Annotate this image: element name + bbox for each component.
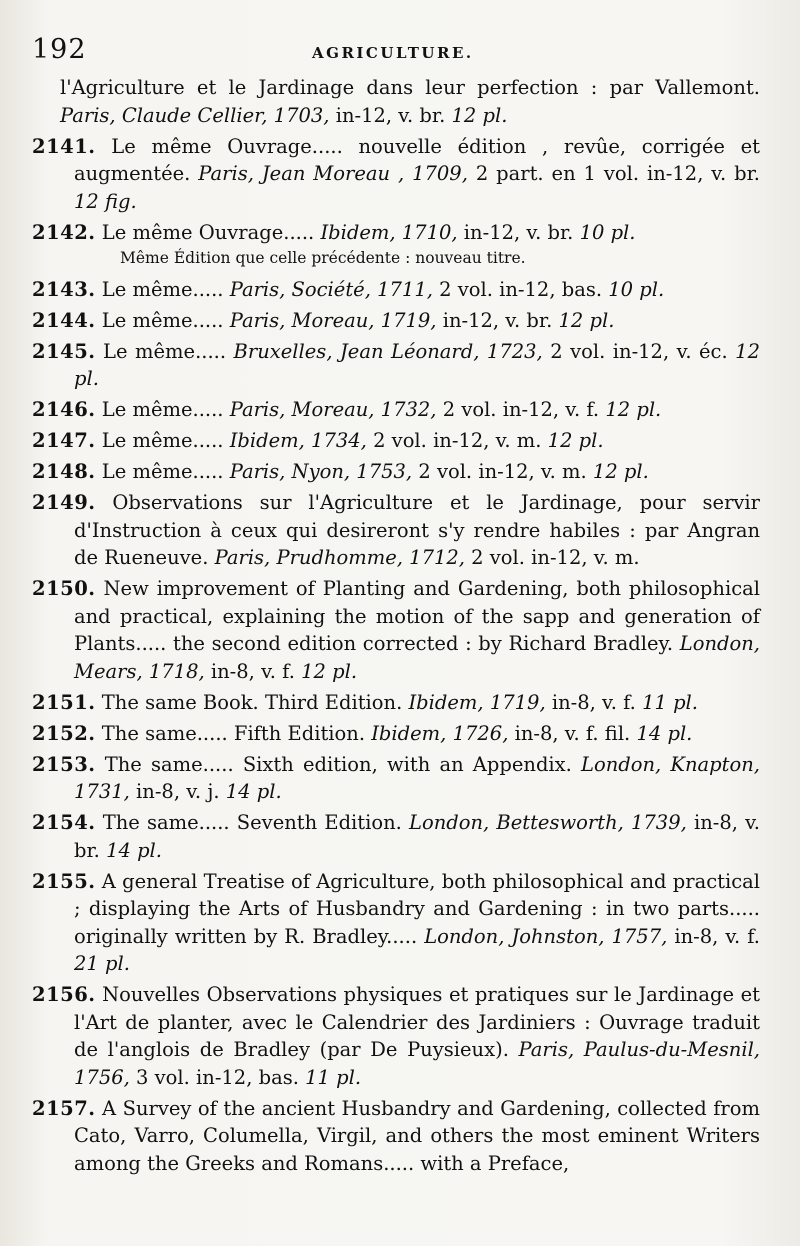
- entry-imprint: Paris, Jean Moreau , 1709,: [198, 162, 468, 185]
- entry-imprint: London, Bettesworth, 1739,: [409, 811, 687, 834]
- page-header: [32, 34, 760, 74]
- entry-plates: 12 pl.: [301, 659, 358, 683]
- entry-format: 2 vol. in-12, v. f.: [436, 398, 606, 421]
- entry-title: The same..... Seventh Edition.: [95, 811, 410, 834]
- entry-number: 2145.: [32, 339, 96, 363]
- entry-title: The same..... Sixth edition, with an Appendix.: [95, 752, 582, 776]
- entry-title: A Survey of the ancient Husbandry and Gardening, collected from Cato, Varro, Columella, Virgil, and others the most eminent Writers among the Greeks and Romans..... with a Preface,: [74, 1096, 760, 1175]
- entry-imprint: Paris, Moreau, 1719,: [229, 308, 437, 332]
- entry-title: l'Agriculture et le Jardinage dans leur perfection : par Vallemont.: [60, 76, 760, 99]
- entry-imprint: Ibidem, 1710,: [320, 220, 458, 244]
- entry-number: 2149.: [32, 491, 96, 514]
- entry-title: Le même Ouvrage.....: [95, 220, 321, 244]
- entry-title: A general Treatise of Agriculture, both philosophical and practical ; displaying the Arts of Husbandry and Gardening : in two parts..... originally written by R. Bradley.....: [74, 869, 760, 948]
- entry-number: 2142.: [32, 220, 96, 244]
- entry-imprint: Paris, Moreau, 1732,: [229, 398, 437, 421]
- entry-note: Même Édition que celle précédente : nouveau titre.: [120, 248, 526, 267]
- catalogue-entry: [32, 809, 760, 864]
- entry-title: The same..... Fifth Edition.: [95, 721, 372, 745]
- entry-number: 2144.: [32, 308, 96, 332]
- entry-format: 3 vol. in-12, bas.: [129, 1065, 306, 1089]
- entry-plates: 12 pl.: [605, 398, 662, 421]
- entry-plates: 12 pl.: [74, 339, 760, 390]
- entry-imprint: Bruxelles, Jean Léonard, 1723,: [233, 339, 543, 363]
- entry-number: 2155.: [32, 869, 96, 893]
- catalogue-entry: [32, 489, 760, 572]
- entry-imprint: Paris, Paulus-du-Mesnil, 1756,: [74, 1038, 761, 1089]
- entry-imprint: Ibidem, 1719,: [408, 690, 546, 714]
- entry-format: in-8, v. br.: [74, 811, 761, 862]
- entry-format: 2 part. en 1 vol. in-12, v. br.: [467, 162, 760, 185]
- catalogue-entry: [32, 1095, 760, 1178]
- entry-plates: 11 pl.: [305, 1065, 362, 1089]
- entry-number: 2156.: [32, 983, 96, 1006]
- entry-format: in-8, v. f.: [667, 924, 760, 948]
- catalogue-entry: [32, 458, 760, 486]
- entry-number: 2151.: [32, 690, 96, 714]
- entry-plates: 21 pl.: [74, 952, 130, 975]
- entry-format: in-8, v. f. fil.: [508, 721, 637, 745]
- entry-imprint: Paris, Prudhomme, 1712,: [214, 546, 465, 569]
- entry-imprint: London, Knapton, 1731,: [74, 752, 760, 803]
- entry-imprint: London, Johnston, 1757,: [424, 924, 668, 948]
- entry-number: 2147.: [32, 429, 96, 452]
- entry-title: Le même.....: [95, 277, 230, 301]
- entry-number: 2154.: [32, 811, 96, 834]
- catalogue-entry: [32, 575, 760, 685]
- entry-number: 2150.: [32, 577, 96, 600]
- entry-title: Nouvelles Observations physiques et pratiques sur le Jardinage et l'Art de planter, avec le Calendrier des Jardiniers : Ouvrage traduit de l'anglois de Bradley (par De Puysieux).: [74, 983, 760, 1061]
- entry-format: 2 vol. in-12, v. éc.: [542, 339, 736, 363]
- entry-plates: 10 pl.: [579, 220, 636, 244]
- entry-title: Observations sur l'Agriculture et le Jardinage, pour servir d'Instruction à ceux qui desireront s'y rendre habiles : par Angran de Rueneuve.: [74, 491, 760, 569]
- entry-title: Le même.....: [95, 339, 234, 363]
- entry-format: in-8, v. f.: [545, 690, 643, 714]
- catalogue-entry: [32, 338, 760, 393]
- catalogue-entry: [32, 219, 760, 247]
- entry-title: Le même.....: [95, 398, 230, 421]
- entry-number: 2152.: [32, 721, 96, 745]
- entry-imprint: Paris, Nyon, 1753,: [229, 460, 413, 483]
- entry-number: 2141.: [32, 134, 96, 158]
- catalogue-entry: [32, 396, 760, 424]
- entry-imprint: Ibidem, 1734,: [229, 429, 367, 452]
- entry-plates: 12 pl.: [592, 460, 649, 483]
- catalogue-entry: [32, 307, 760, 335]
- entry-imprint: Paris, Claude Cellier, 1703,: [60, 103, 330, 127]
- entry-number: 2143.: [32, 277, 96, 301]
- entry-format: 2 vol. in-12, v. m.: [464, 546, 640, 569]
- catalogue-entry: [32, 720, 760, 748]
- page-number: 192: [32, 34, 87, 65]
- entry-format: 2 vol. in-12, v. m.: [412, 460, 593, 483]
- entry-title: New improvement of Planting and Gardening, both philosophical and practical, explaining the motion of the sapp and generation of Plants..... the second edition corrected : by Richard Bradley.: [74, 577, 760, 655]
- entry-format: in-12, v. br.: [436, 308, 559, 332]
- entry-imprint: Paris, Société, 1711,: [229, 277, 433, 301]
- entry-number: 2146.: [32, 398, 96, 421]
- running-title: AGRICULTURE.: [312, 44, 474, 62]
- entry-number: 2153.: [32, 752, 96, 776]
- entry-plates: 11 pl.: [642, 690, 698, 714]
- catalogue-entry: [32, 868, 760, 978]
- entry-plates: 14 pl.: [106, 838, 162, 862]
- entry-plates: 14 pl.: [636, 721, 693, 745]
- entry-imprint: London, Mears, 1718,: [74, 632, 760, 683]
- entry-format: in-8, v. j.: [129, 780, 226, 803]
- entry-imprint: Ibidem, 1726,: [371, 721, 509, 745]
- entry-number: 2148.: [32, 460, 96, 483]
- entry-plates: 12 pl.: [558, 308, 615, 332]
- catalogue-entry: [32, 689, 760, 717]
- entry-plates: 12 pl.: [547, 429, 604, 452]
- entry-format: 2 vol. in-12, bas.: [432, 277, 609, 301]
- catalogue-entries: [32, 74, 760, 1177]
- catalogue-entry: [32, 133, 760, 216]
- entry-format: in-12, v. br.: [329, 103, 452, 127]
- catalogue-entry: [32, 276, 760, 304]
- entry-title: Le même.....: [95, 429, 230, 452]
- catalogue-entry: [32, 427, 760, 455]
- entry-title: Le même.....: [95, 460, 230, 483]
- entry-plates: 12 pl.: [451, 103, 508, 127]
- catalogue-entry: [32, 751, 760, 806]
- catalogue-entry: [32, 74, 760, 129]
- entry-format: in-12, v. br.: [457, 220, 580, 244]
- entry-plates: 10 pl.: [608, 277, 665, 301]
- entry-format: 2 vol. in-12, v. m.: [366, 429, 548, 452]
- entry-plates: 12 fig.: [74, 189, 137, 213]
- entry-title: Le même Ouvrage..... nouvelle édition , revûe, corrigée et augmentée.: [74, 134, 760, 185]
- catalogue-entry: [32, 981, 760, 1091]
- entry-title: The same Book. Third Edition.: [95, 690, 409, 714]
- entry-plates: 14 pl.: [225, 780, 282, 803]
- entry-title: Le même.....: [95, 308, 230, 332]
- entry-format: in-8, v. f.: [204, 659, 302, 683]
- entry-number: 2157.: [32, 1096, 96, 1120]
